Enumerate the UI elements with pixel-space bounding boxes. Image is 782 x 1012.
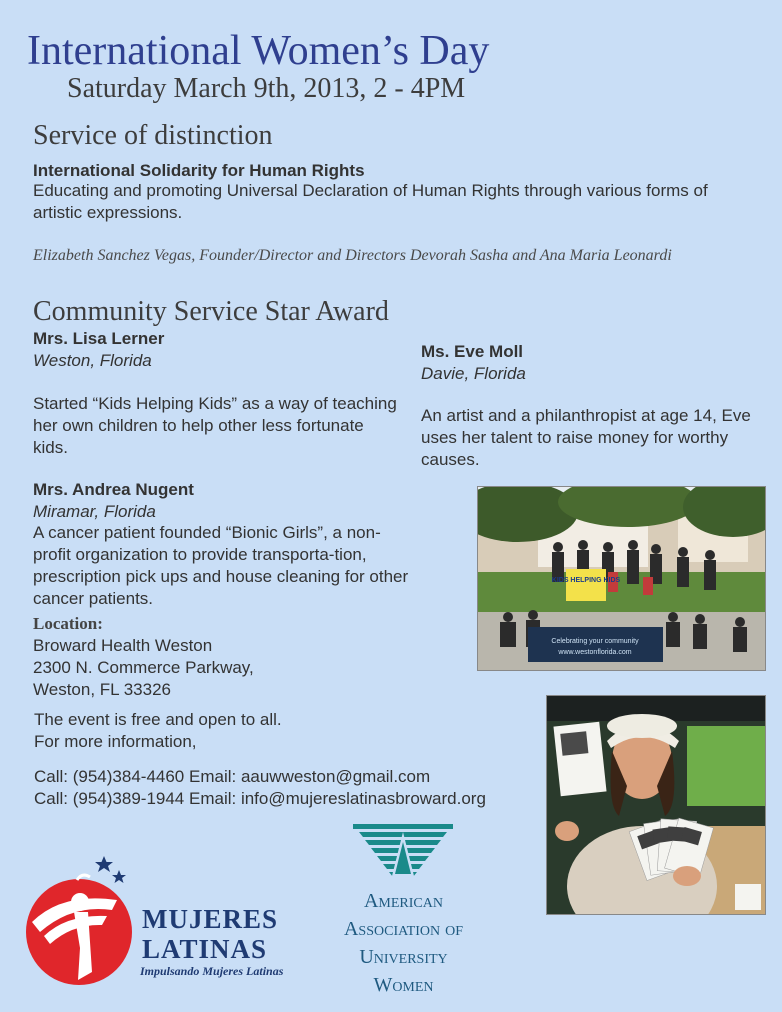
aauw-line2: Association of [343, 918, 463, 940]
aauw-logo [326, 822, 481, 1007]
contact-line1: Call: (954)384-4460 Email: aauwweston@gmail.com [34, 767, 431, 786]
location-line2: 2300 N. Commerce Parkway, [33, 658, 254, 677]
page-title: International Women’s Day [27, 28, 490, 74]
nugent-name: Mrs. Andrea Nugent [33, 480, 194, 499]
lerner-name: Mrs. Lisa Lerner [33, 329, 165, 348]
mujeres-emblem-icon [22, 852, 147, 987]
location-label: Location: [33, 614, 103, 633]
moll-place: Davie, Florida [421, 364, 526, 383]
info-line2: For more information, [34, 732, 197, 751]
lerner-description: Started “Kids Helping Kids” as a way of teaching her own children to help other less fortunate kids. [33, 394, 397, 457]
award-heading: Community Service Star Award [33, 296, 389, 327]
artist-photo [546, 695, 766, 915]
info-line1: The event is free and open to all. [34, 710, 282, 729]
service-description: Educating and promoting Universal Declaration of Human Rights through various forms of artistic expressions. [33, 181, 708, 222]
location-line3: Weston, FL 33326 [33, 680, 171, 699]
banner-url: www.westonflorida.com [558, 649, 632, 656]
mujeres-line1: MUJERES [142, 904, 279, 934]
aauw-emblem-icon [353, 822, 453, 884]
location-line1: Broward Health Weston [33, 636, 213, 655]
nugent-place: Miramar, Florida [33, 502, 156, 521]
mujeres-line2: LATINAS [142, 934, 268, 964]
event-date: Saturday March 9th, 2013, 2 - 4PM [67, 73, 466, 104]
service-directors: Elizabeth Sanchez Vegas, Founder/Director and Directors Devorah Sasha and Ana Maria Leonardi [33, 247, 672, 264]
service-org: International Solidarity for Human Rights [33, 161, 365, 180]
contact-line2: Call: (954)389-1944 Email: info@mujereslatinasbroward.org [34, 789, 486, 808]
mujeres-latinas-logo [22, 852, 312, 987]
nugent-description: A cancer patient founded “Bionic Girls”, a non-profit organization to provide transporta-tion, prescription pick ups and house cleaning for other cancer patients. [33, 523, 409, 608]
aauw-line4: Women [373, 974, 434, 996]
kids-sign-text: KIDS HELPING KIDS [551, 577, 621, 584]
kids-group-photo [477, 486, 766, 671]
moll-description: An artist and a philanthropist at age 14, Eve uses her talent to raise money for worthy causes. [421, 406, 751, 469]
banner-text: Celebrating your community [551, 638, 639, 645]
service-heading: Service of distinction [33, 120, 273, 151]
aauw-line3: University [359, 946, 448, 968]
mujeres-tagline: Impulsando Mujeres Latinas [140, 964, 284, 978]
moll-name: Ms. Eve Moll [421, 342, 524, 361]
aauw-line1: American [363, 890, 443, 912]
lerner-place: Weston, Florida [33, 351, 152, 370]
